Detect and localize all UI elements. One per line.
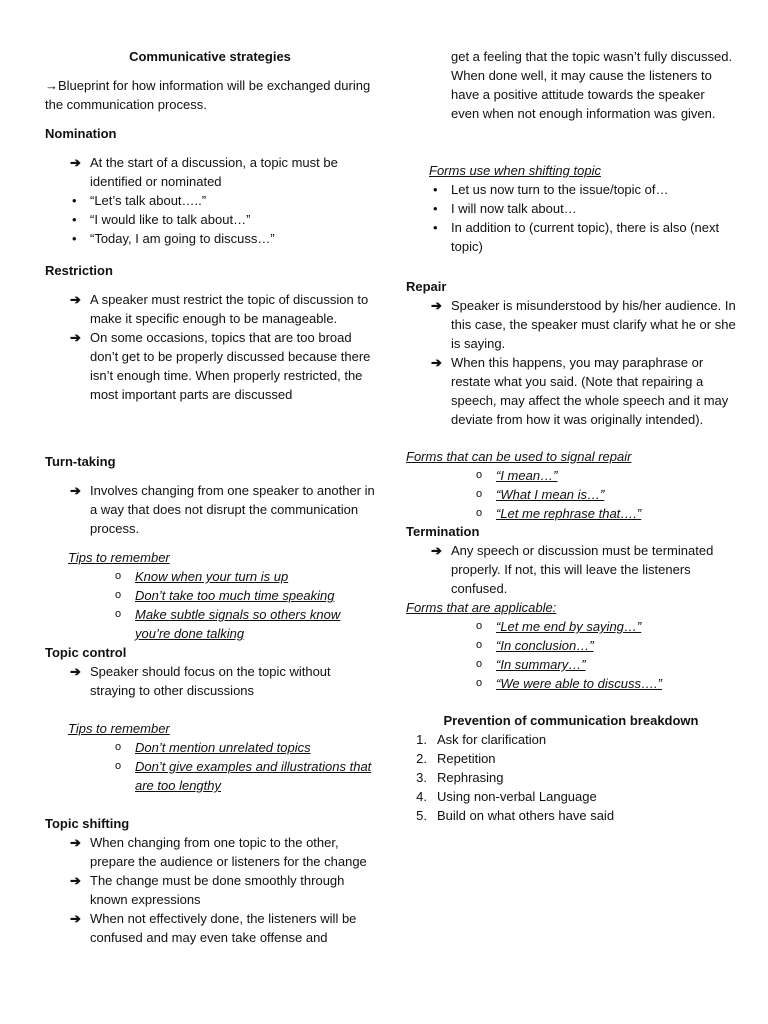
list-item: 4. Using non-verbal Language — [416, 789, 597, 804]
list-item: • In addition to (current topic), there is also (next topic) — [433, 220, 720, 254]
list-item: ➔ A speaker must restrict the topic of discussion to make it specific enough to be manageable. — [70, 292, 369, 326]
intro-paragraph: →Blueprint for how information will be exchanged during the communication process. — [45, 78, 371, 112]
bullet-icon: • — [433, 201, 438, 216]
turn-taking-tips — [45, 567, 375, 643]
list-item: 5. Build on what others have said — [416, 808, 615, 823]
list-number: 4. — [416, 789, 427, 804]
shift-forms-label: Forms use when shifting topic — [429, 163, 601, 178]
bullet-icon: • — [72, 193, 77, 208]
list-item: ➔ Speaker is misunderstood by his/her audience. In this case, the speaker must clarify what he or she is saying. — [431, 298, 736, 351]
circle-bullet-icon: o — [476, 658, 483, 670]
circle-bullet-icon: o — [476, 677, 483, 689]
list-item: o Make subtle signals so others know you’re done talking — [115, 607, 341, 641]
list-item: o “In conclusion…” — [476, 638, 594, 653]
list-item: 1. Ask for clarification — [416, 732, 547, 747]
tips-label: Tips to remember — [68, 550, 170, 565]
list-item: o “Let me rephrase that….” — [476, 506, 642, 521]
shift-forms-list — [406, 180, 736, 256]
arrow-icon: ➔ — [431, 543, 442, 558]
heading-turn-taking: Turn-taking — [45, 454, 116, 469]
arrow-icon: ➔ — [70, 911, 81, 926]
heading-repair: Repair — [406, 279, 447, 294]
heading-topic-control: Topic control — [45, 645, 127, 660]
list-item: o “I mean…” — [476, 468, 558, 483]
list-item: ➔ When not effectively done, the listeners will be confused and may even take offense and — [70, 911, 357, 945]
list-item: ➔ Speaker should focus on the topic without straying to other discussions — [70, 664, 331, 698]
bullet-icon: • — [433, 182, 438, 197]
prevention-list — [406, 730, 736, 825]
heading-nomination: Nomination — [45, 126, 117, 141]
nomination-list — [45, 153, 375, 248]
tips-label: Tips to remember — [68, 721, 170, 736]
termination-forms-label: Forms that are applicable: — [406, 600, 557, 615]
bullet-icon: • — [433, 220, 438, 235]
list-number: 2. — [416, 751, 427, 766]
list-item: • Let us now turn to the issue/topic of… — [433, 182, 669, 197]
list-number: 1. — [416, 732, 427, 747]
arrow-icon: ➔ — [70, 155, 81, 170]
list-item: ➔ When changing from one topic to the other, prepare the audience or listeners for the change — [70, 835, 367, 869]
list-item: o “In summary…” — [476, 657, 586, 672]
list-item: ➔ The change must be done smoothly through known expressions — [70, 873, 345, 907]
circle-bullet-icon: o — [476, 469, 483, 481]
termination-forms-list — [406, 617, 736, 693]
list-item: ➔ On some occasions, topics that are too broad don’t get to be properly discussed because there isn’t enough time. When properly restricted, the most important parts are discussed — [70, 330, 371, 402]
arrow-icon: → — [45, 78, 58, 93]
list-item: 2. Repetition — [416, 751, 496, 766]
heading-topic-shifting: Topic shifting — [45, 816, 130, 831]
bullet-icon: • — [72, 212, 77, 227]
list-item: • “I would like to talk about…” — [72, 212, 251, 227]
arrow-icon: ➔ — [431, 355, 442, 370]
list-item: o Don’t mention unrelated topics — [115, 740, 311, 755]
list-item: o Don’t give examples and illustrations that are too lengthy — [115, 759, 372, 793]
circle-bullet-icon: o — [476, 488, 483, 500]
list-item: ➔ At the start of a discussion, a topic must be identified or nominated — [70, 155, 338, 189]
list-item: ➔ When this happens, you may paraphrase or restate what you said. (Note that repairing a speech, may affect the whole speech and it may deviate from how it was originally intended). — [431, 355, 729, 427]
circle-bullet-icon: o — [476, 620, 483, 632]
arrow-icon: ➔ — [70, 664, 81, 679]
bullet-icon: • — [72, 231, 77, 246]
topic-control-tips — [45, 738, 375, 795]
list-item: • “Today, I am going to discuss…” — [72, 231, 275, 246]
termination-list — [406, 541, 736, 598]
arrow-icon: ➔ — [70, 873, 81, 888]
list-item: • “Let’s talk about…..” — [72, 193, 207, 208]
page-title: Communicative strategies — [129, 49, 291, 64]
list-number: 3. — [416, 770, 427, 785]
circle-bullet-icon: o — [115, 589, 122, 601]
topic-control-list — [45, 662, 375, 700]
list-item: ➔ Any speech or discussion must be terminated properly. If not, this will leave the listeners confused. — [431, 543, 714, 596]
circle-bullet-icon: o — [115, 741, 122, 753]
continuation-paragraph: get a feeling that the topic wasn’t fully discussed. When done well, it may cause the listeners to have a positive attitude towards the speaker even when not enough information was given. — [451, 49, 733, 121]
repair-forms-label: Forms that can be used to signal repair — [406, 449, 632, 464]
circle-bullet-icon: o — [115, 570, 122, 582]
list-item: ➔ Involves changing from one speaker to another in a way that does not disrupt the communication process. — [70, 483, 375, 536]
arrow-icon: ➔ — [70, 330, 81, 345]
arrow-icon: ➔ — [70, 483, 81, 498]
list-item: o “What I mean is…” — [476, 487, 605, 502]
restriction-list — [45, 290, 375, 404]
list-number: 5. — [416, 808, 427, 823]
list-item: o “Let me end by saying…” — [476, 619, 642, 634]
arrow-icon: ➔ — [70, 835, 81, 850]
list-item: o Know when your turn is up — [115, 569, 289, 584]
arrow-icon: ➔ — [431, 298, 442, 313]
list-item: • I will now talk about… — [433, 201, 577, 216]
repair-forms-list — [406, 466, 736, 523]
topic-shifting-list — [45, 833, 375, 947]
heading-prevention: Prevention of communication breakdown — [443, 713, 699, 728]
list-item: 3. Rephrasing — [416, 770, 504, 785]
turn-taking-list — [45, 481, 375, 538]
circle-bullet-icon: o — [476, 507, 483, 519]
circle-bullet-icon: o — [476, 639, 483, 651]
repair-list — [406, 296, 736, 429]
heading-termination: Termination — [406, 524, 480, 539]
arrow-icon: ➔ — [70, 292, 81, 307]
circle-bullet-icon: o — [115, 608, 122, 620]
heading-restriction: Restriction — [45, 263, 113, 278]
circle-bullet-icon: o — [115, 760, 122, 772]
list-item: o “We were able to discuss….” — [476, 676, 662, 691]
list-item: o Don’t take too much time speaking — [115, 588, 335, 603]
